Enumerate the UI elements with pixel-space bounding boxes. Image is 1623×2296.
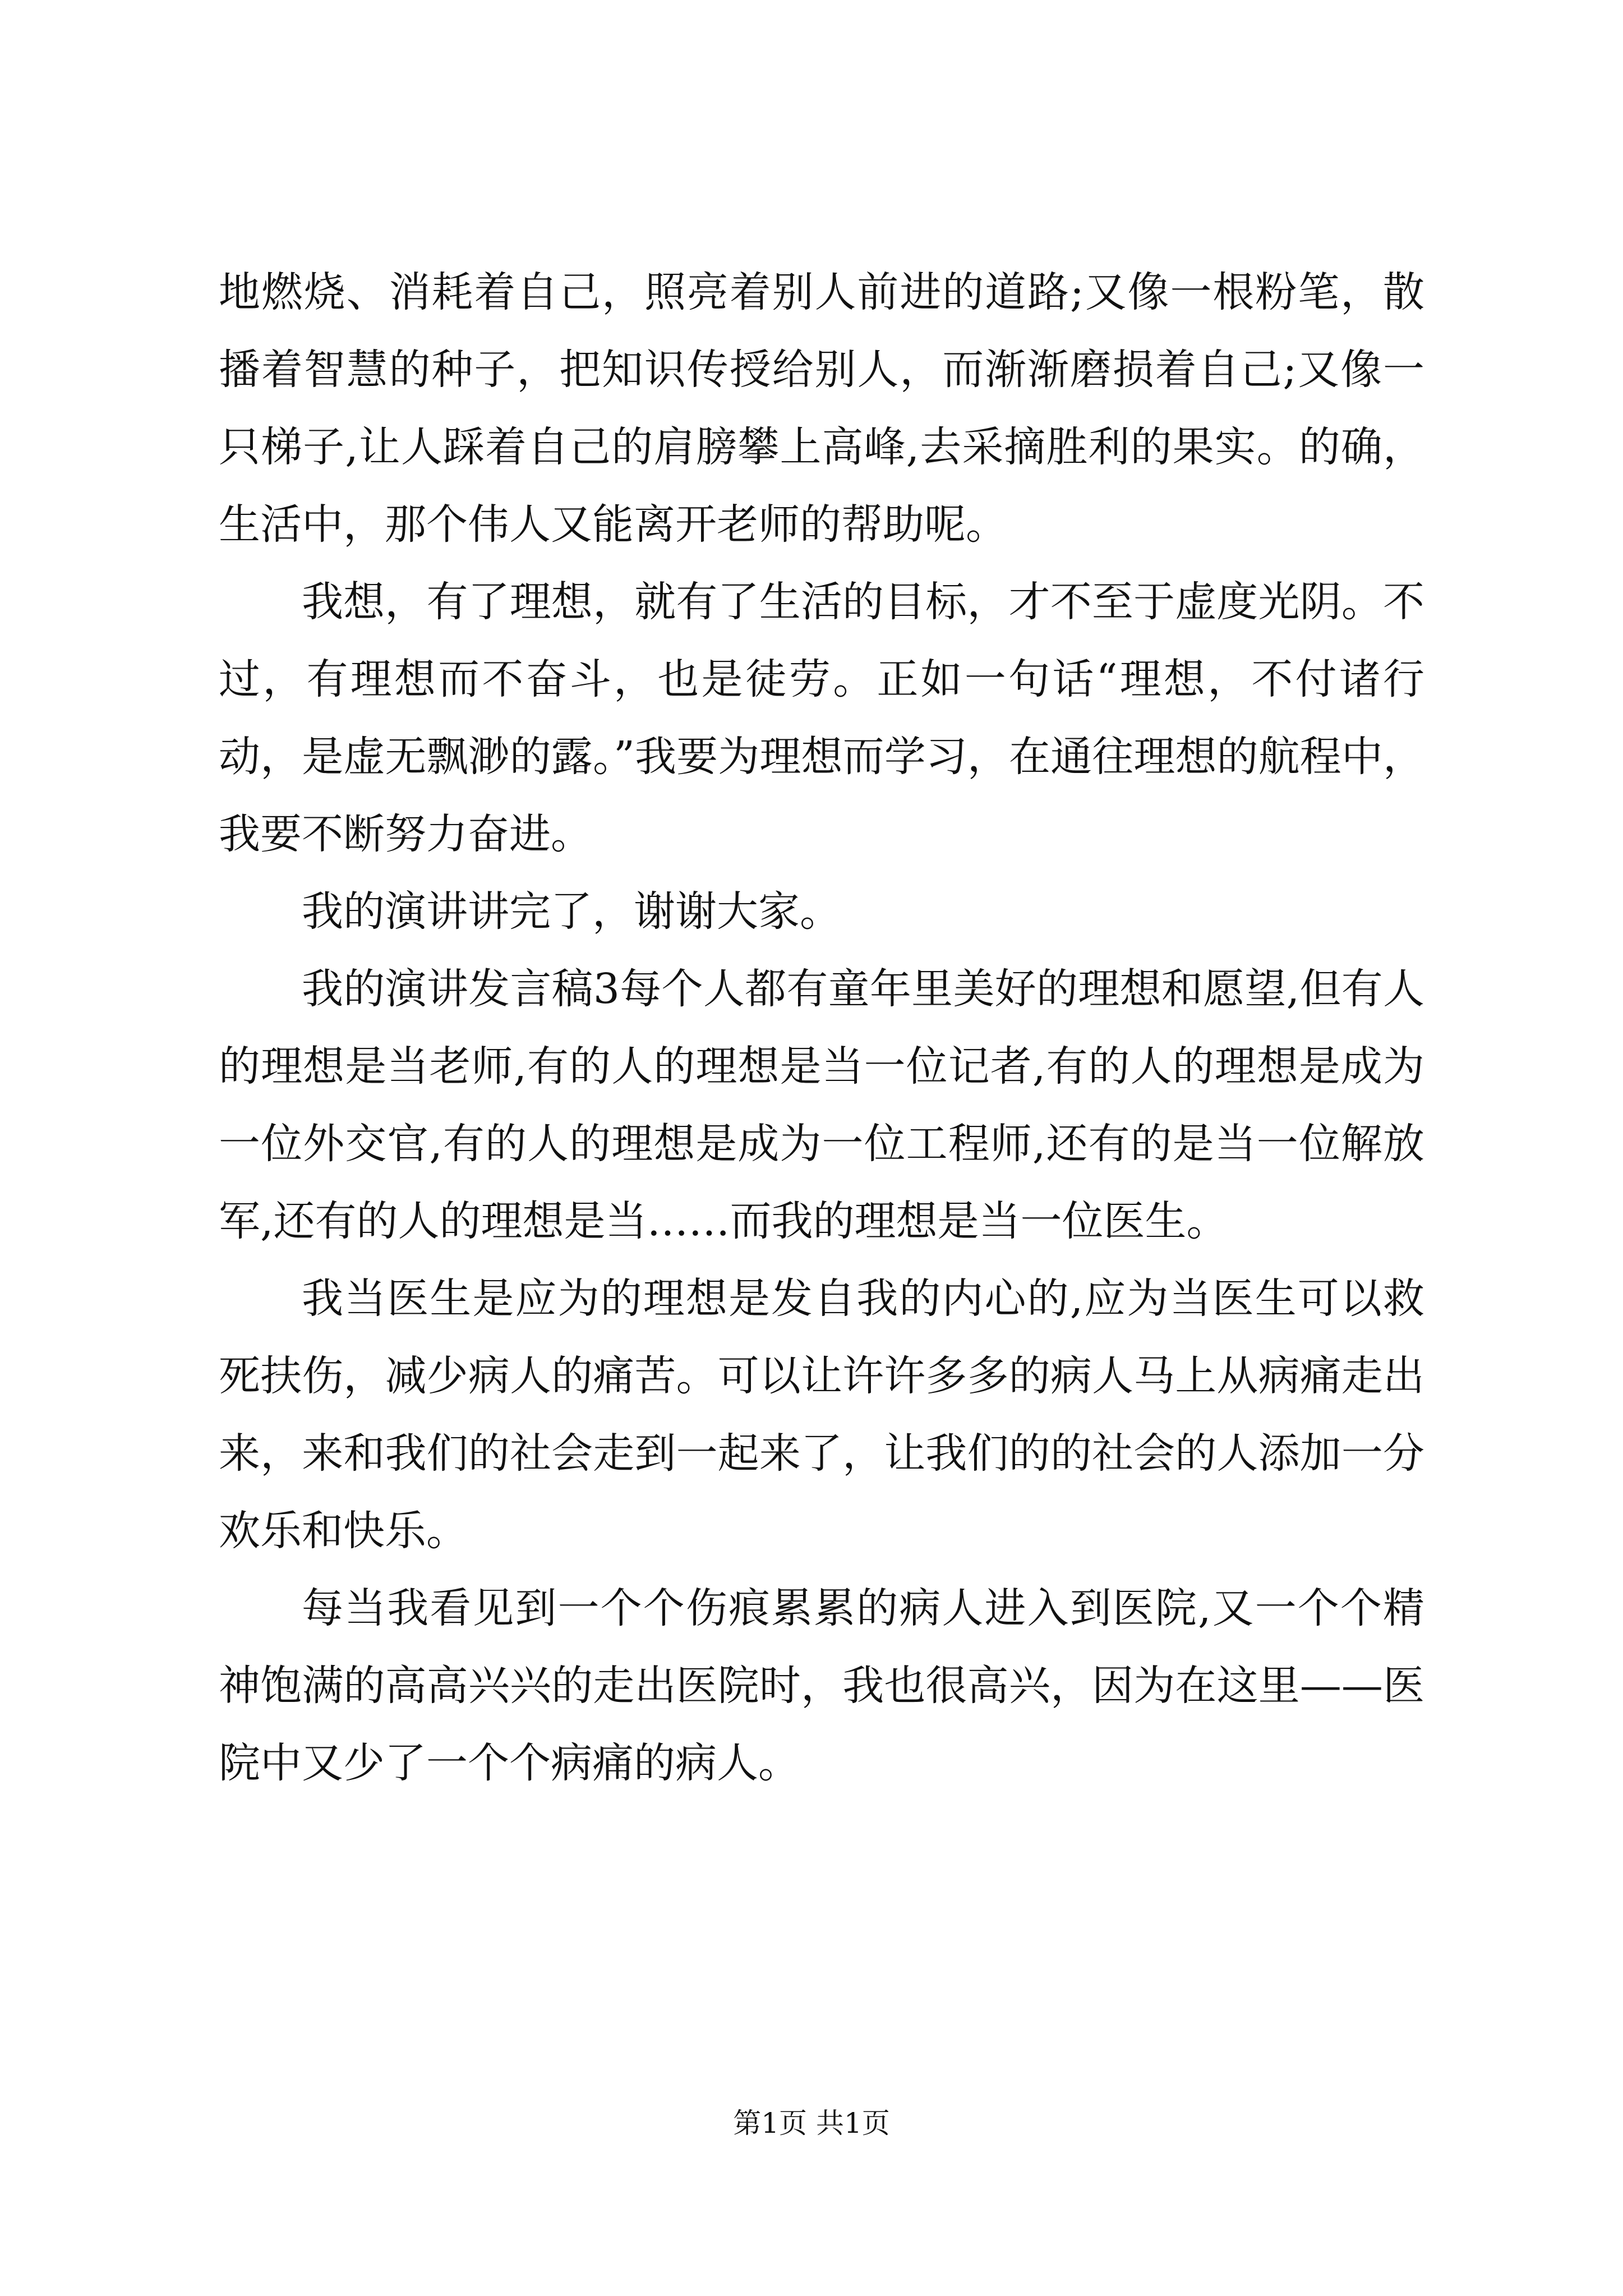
page-footer: 第1页 共1页 <box>733 2107 890 2139</box>
paragraph-6: 每当我看见到一个个伤痕累累的病人进入到医院,又一个个精神饱满的高高兴兴的走出医院时，我也很高兴，因为在这里——医院中又少了一个个病痛的病人。 <box>219 1584 1424 1787</box>
paragraph-4: 我的演讲发言稿3每个人都有童年里美好的理想和愿望,但有人的理想是当老师,有的人的理想是当一位记者,有的人的理想是成为一位外交官,有的人的理想是成为一位工程师,还有的是当一位解放军,还有的人的理想是当……而我的理想是当一位医生。 <box>219 965 1424 1245</box>
paragraph-3: 我的演讲讲完了，谢谢大家。 <box>302 887 841 936</box>
paragraph-1: 地燃烧、消耗着自己，照亮着别人前进的道路;又像一根粉笔，散播着智慧的种子，把知识传授给别人，而渐渐磨损着自己;又像一只梯子,让人踩着自己的肩膀攀上高峰,去采摘胜利的果实。的确，生活中，那个伟人又能离开老师的帮助呢。 <box>219 268 1424 549</box>
paragraph-2: 我想，有了理想，就有了生活的目标，才不至于虚度光阴。不过，有理想而不奋斗，也是徒劳。正如一句话“理想，不付诸行动，是虚无飘渺的露。”我要为理想而学习，在通往理想的航程中，我要不断努力奋进。 <box>219 578 1424 858</box>
document-body <box>219 254 1424 1802</box>
paragraph-5: 我当医生是应为的理想是发自我的内心的,应为当医生可以救死扶伤，减少病人的痛苦。可以让许许多多的病人马上从病痛走出来，来和我们的社会走到一起来了，让我们的的社会的人添加一分欢乐和快乐。 <box>219 1274 1424 1555</box>
